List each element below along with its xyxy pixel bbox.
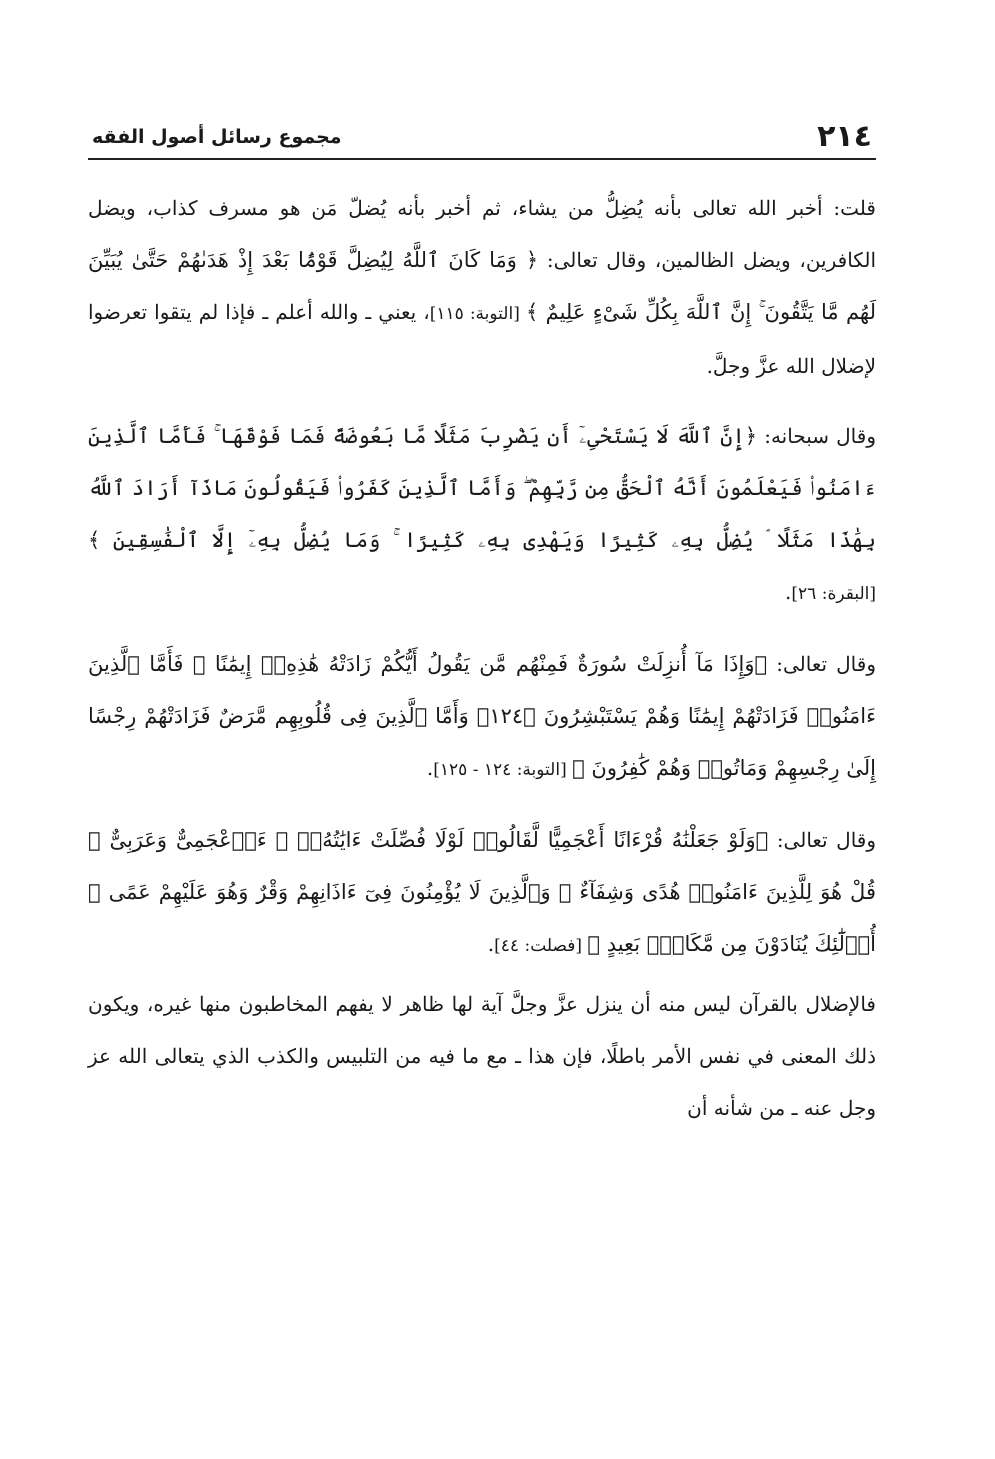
- paragraph-text: قلت: أخبر الله تعالى بأنه يُضِلُّ من يشاء، ثم أخبر بأنه يُضلّ مَن هو مسرف كذاب، ويضل الكافرين، ويضل الظالمين، وقال تعالى:: [88, 196, 876, 272]
- paragraph-4: [88, 814, 876, 972]
- paragraph-text: فالإضلال بالقرآن ليس منه أن ينزل عزَّ وجلَّ آية لها ظاهر لا يفهم المخاطبون منها غيره، ويكون ذلك المعنى في نفس الأمر باطلًا، فإن هذا ـ مع ما فيه من التلبيس والكذب الذي يتعالى الله عز وجل عنه ـ من شأنه أن: [88, 992, 876, 1120]
- paragraph-2: [88, 410, 876, 620]
- page-header: [88, 118, 876, 156]
- paragraph-1: [88, 182, 876, 392]
- running-title: مجموع رسائل أصول الفقه: [92, 126, 342, 148]
- verse-reference: [التوبة: ١١٥]: [429, 304, 526, 324]
- verse-reference: [البقرة: ٢٦]: [791, 584, 876, 604]
- paragraph-text: وقال تعالى:: [767, 652, 876, 676]
- paragraph-text: وقال سبحانه:: [757, 424, 876, 448]
- quran-verse: ﴿وَلَوْ جَعَلْنَٰهُ قُرْءَانًا أَعْجَمِيًّا لَّقَالُوا۟ لَوْلَا فُصِّلَتْ ءَايَٰتُهُۥٓ ۖ ءَا۬عْجَمِىٌّ وَعَرَبِىٌّ ۗ قُلْ هُوَ لِلَّذِينَ ءَامَنُوا۟ هُدًى وَشِفَآءٌ ۖ وَٱلَّذِينَ لَا يُؤْمِنُونَ فِىٓ ءَاذَانِهِمْ وَقْرٌ وَهُوَ عَلَيْهِمْ عَمًى ۚ أُو۟لَٰٓئِكَ يُنَادَوْنَ مِن مَّكَانٍۭ بَعِيدٍ ﴾: [88, 828, 876, 956]
- paragraph-text: .: [487, 932, 495, 956]
- header-rule: [88, 158, 876, 160]
- paragraph-text: ، يعني ـ والله أعلم ـ فإذا لم يتقوا تعرضوا لإضلال الله عزَّ وجلَّ.: [88, 300, 876, 378]
- paragraph-3: [88, 638, 876, 796]
- paragraph-5: [88, 978, 876, 1134]
- paragraph-text: .: [426, 756, 434, 780]
- quran-verse: ﴿وَإِذَا مَآ أُنزِلَتْ سُورَةٌ فَمِنْهُم مَّن يَقُولُ أَيُّكُمْ زَادَتْهُ هَٰذِهِۦٓ إِيمَٰنًا ۚ فَأَمَّا ٱلَّذِينَ ءَامَنُوا۟ فَزَادَتْهُمْ إِيمَٰنًا وَهُمْ يَسْتَبْشِرُونَ ﴿١٢٤﴾ وَأَمَّا ٱلَّذِينَ فِى قُلُوبِهِم مَّرَضٌ فَزَادَتْهُمْ رِجْسًا إِلَىٰ رِجْسِهِمْ وَمَاتُوا۟ وَهُمْ كَٰفِرُونَ ﴾: [88, 652, 876, 780]
- page-body: [88, 182, 876, 1134]
- verse-reference: [فصلت: ٤٤]: [494, 936, 588, 956]
- quran-verse: ﴿ وَمَا كَانَ ٱللَّهُ لِيُضِلَّ قَوْمًۢا بَعْدَ إِذْ هَدَىٰهُمْ حَتَّىٰ يُبَيِّنَ لَهُم مَّا يَتَّقُونَ ۚ إِنَّ ٱللَّهَ بِكُلِّ شَىْءٍ عَلِيمٌ ﴾: [88, 248, 877, 324]
- paragraph-text: .: [785, 580, 792, 604]
- book-page: [88, 118, 876, 1134]
- quran-verse: ﴿إِنَّ ٱللَّهَ لَا يَسْتَحْىِۦٓ أَن يَضْرِبَ مَثَلًا مَّا بَعُوضَةً فَمَا فَوْقَهَا ۚ فَأَمَّا ٱلَّذِينَ ءَامَنُوا۟ فَيَعْلَمُونَ أَنَّهُ ٱلْحَقُّ مِن رَّبِّهِمْ ۖ وَأَمَّا ٱلَّذِينَ كَفَرُوا۟ فَيَقُولُونَ مَاذَآ أَرَادَ ٱللَّهُ بِهَٰذَا مَثَلًا ۘ يُضِلُّ بِهِۦ كَثِيرًا وَيَهْدِى بِهِۦ كَثِيرًا ۚ وَمَا يُضِلُّ بِهِۦٓ إِلَّا ٱلْفَٰسِقِينَ ﴾: [88, 424, 876, 552]
- paragraph-text: وقال تعالى:: [768, 828, 877, 852]
- page-number: ٢١٤: [817, 119, 872, 154]
- verse-reference: [التوبة: ١٢٤ - ١٢٥]: [433, 760, 573, 780]
